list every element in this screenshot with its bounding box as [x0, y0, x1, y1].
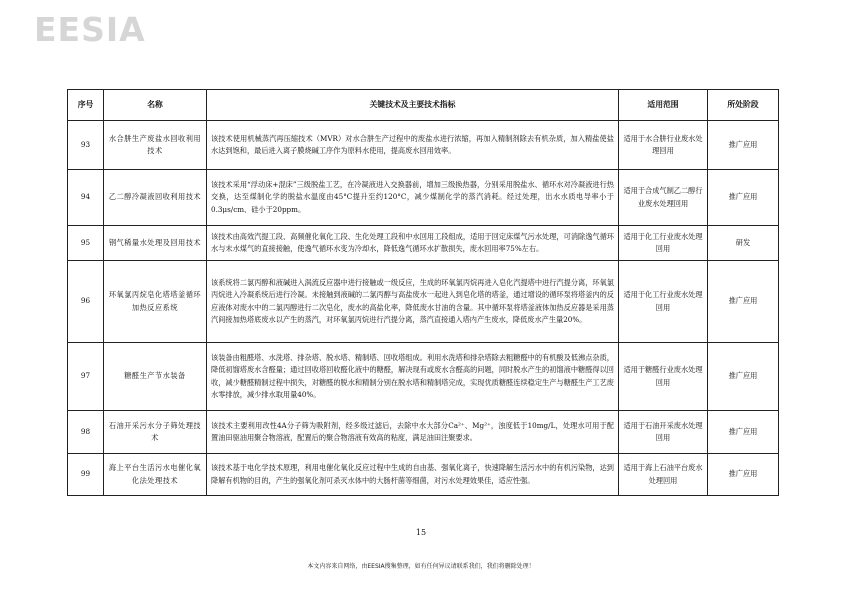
technology-table — [67, 89, 779, 496]
row-scope: 适用于化工行业废水处理回用 — [619, 226, 708, 261]
header-no: 序号 — [68, 90, 104, 121]
row-stage: 推广应用 — [708, 121, 779, 170]
row-desc: 该技术采用“浮动床+混床”三级脱盐工艺，在冷凝液进入交换器前，增加三级换热器，分别采用脱盐水、循环水对冷凝液进行热交换，达至煤制化学的脱盐水温度由45°C提升至约120°C，减少煤制化学的蒸汽消耗。经过处理，出水水质电导率小于0.3μs/cm、硅小于20ppm。 — [207, 170, 619, 226]
row-name: 糖醛生产节水装备 — [104, 343, 207, 411]
header-stage: 所处阶段 — [708, 90, 779, 121]
header-desc: 关键技术及主要技术指标 — [207, 90, 619, 121]
row-no: 94 — [68, 170, 104, 226]
row-stage: 推广应用 — [708, 411, 779, 454]
row-desc: 该技术由高效汽提工段、高频催化氧化工段、生化处理工段和中水回用工段组成，适用于回定床煤气污水处理，可消除逸气循环水与末水煤气的直接接触，使逸气循环水变为冷却水，降低逸气循环水扩散损失，废水回用率75%左右。 — [207, 226, 619, 261]
row-no: 97 — [68, 343, 104, 411]
row-desc: 该系统将二氯丙醇和液碱进入涡流反应器中进行接触或一级反应，生成的环氧氯丙烷再进入皂化汽提塔中进行汽提分离，环氧氯丙烷进入冷凝系统后进行冷凝。未接触到液碱的二氯丙醇与高盐废水一起进入到皂化塔的塔釜，通过增设的循环泵将塔釜内的反应液体对废水中的二氯丙醇进行二次皂化，废水的高盐化率，降低废水甘油的含量。其中循环泵将塔釜液体加热反应器是采用蒸汽间接加热塔底废水以产生的蒸汽，对环氧氯丙烷进行汽提分离，蒸汽直接通入塔内产生废水，降低废水产生量20%。 — [207, 261, 619, 343]
row-stage: 研发 — [708, 226, 779, 261]
row-name: 环氧氯丙烷皂化塔塔釜循环加热反应系统 — [104, 261, 207, 343]
row-desc: 该技术主要利用改性4A分子筛为吸附剂，经多级过滤后，去除中水大部分Ca²⁺、Mg²⁺，浊度低于10mg/L，处理水可用于配置油田驱油用聚合物溶液，配置后的聚合物溶液有效高的粘度，满足油田注聚要求。 — [207, 411, 619, 454]
row-scope: 适用于化工行业废水处理回用 — [619, 261, 708, 343]
row-desc: 该技术基于电化学技术原理，利用电催化氧化反应过程中生成的自由基、强氧化离子，快速降解生活污水中的有机污染物，达到降解有机物的目的，产生的强氧化剂可杀灭水体中的大肠杆菌等细菌，对污水处理效果佳，适应性强。 — [207, 454, 619, 496]
row-stage: 推广应用 — [708, 261, 779, 343]
table-row — [68, 411, 779, 454]
row-scope: 适用于糖醛行业废水处理回用 — [619, 343, 708, 411]
row-name: 海上平台生活污水电催化氧化法处理技术 — [104, 454, 207, 496]
row-scope: 适用于石油开采废水处理回用 — [619, 411, 708, 454]
row-stage: 推广应用 — [708, 454, 779, 496]
table-header-row — [68, 90, 779, 121]
table-row — [68, 343, 779, 411]
eesia-logo: EESIA — [34, 10, 146, 49]
table-row — [68, 226, 779, 261]
row-desc: 该装备由粗醛塔、水洗塔、排杂塔、脱水塔、精制塔、回收塔组成。利用水洗塔和排杂塔除去粗糖醛中的有机酸及低沸点杂质，降低初馏塔废水含醛量；通过回收塔回收醛化液中的糖醛，解决现有或废水含醛高的问题，同时脱水产生的初馏液中糖醛得以回收，减少糖醛精制过程中损失，对糖醛的脱水和精制分别在脱水塔和精制塔完成，实现优质糖醛连续稳定生产与糖醛生产工艺废水零排放，减少排水取用量40%。 — [207, 343, 619, 411]
table-row — [68, 170, 779, 226]
table-row — [68, 454, 779, 496]
row-no: 96 — [68, 261, 104, 343]
row-stage: 推广应用 — [708, 170, 779, 226]
row-scope: 适用于海上石油平台废水处理回用 — [619, 454, 708, 496]
row-no: 93 — [68, 121, 104, 170]
footer-disclaimer: 本文内容来自网络，由EESIA搜集整理，如有任何异议请联系我们，我们将删除处理！ — [307, 563, 535, 570]
row-no: 98 — [68, 411, 104, 454]
header-scope: 适用范围 — [619, 90, 708, 121]
row-name: 石油开采污水分子筛处理技术 — [104, 411, 207, 454]
row-no: 99 — [68, 454, 104, 496]
row-name: 钢气稀量水处理及回用技术 — [104, 226, 207, 261]
row-scope: 适用于水合肼行业废水处理回用 — [619, 121, 708, 170]
table-row — [68, 121, 779, 170]
row-scope: 适用于合成气制乙二醇行业废水处理回用 — [619, 170, 708, 226]
header-name: 名称 — [104, 90, 207, 121]
page-number: 15 — [415, 528, 427, 537]
table-row — [68, 261, 779, 343]
row-desc: 该技术使用机械蒸汽再压缩技术（MVR）对水合肼生产过程中的废盐水进行浓缩，再加入精制剂除去有机杂质，加入精盐使盐水达到饱和，最后进入离子膜烧碱工序作为原料水使用，提高废水回用效率。 — [207, 121, 619, 170]
row-name: 水合肼生产废盐水回收利用技术 — [104, 121, 207, 170]
row-no: 95 — [68, 226, 104, 261]
row-stage: 推广应用 — [708, 343, 779, 411]
row-name: 乙二醇冷凝液回收利用技术 — [104, 170, 207, 226]
